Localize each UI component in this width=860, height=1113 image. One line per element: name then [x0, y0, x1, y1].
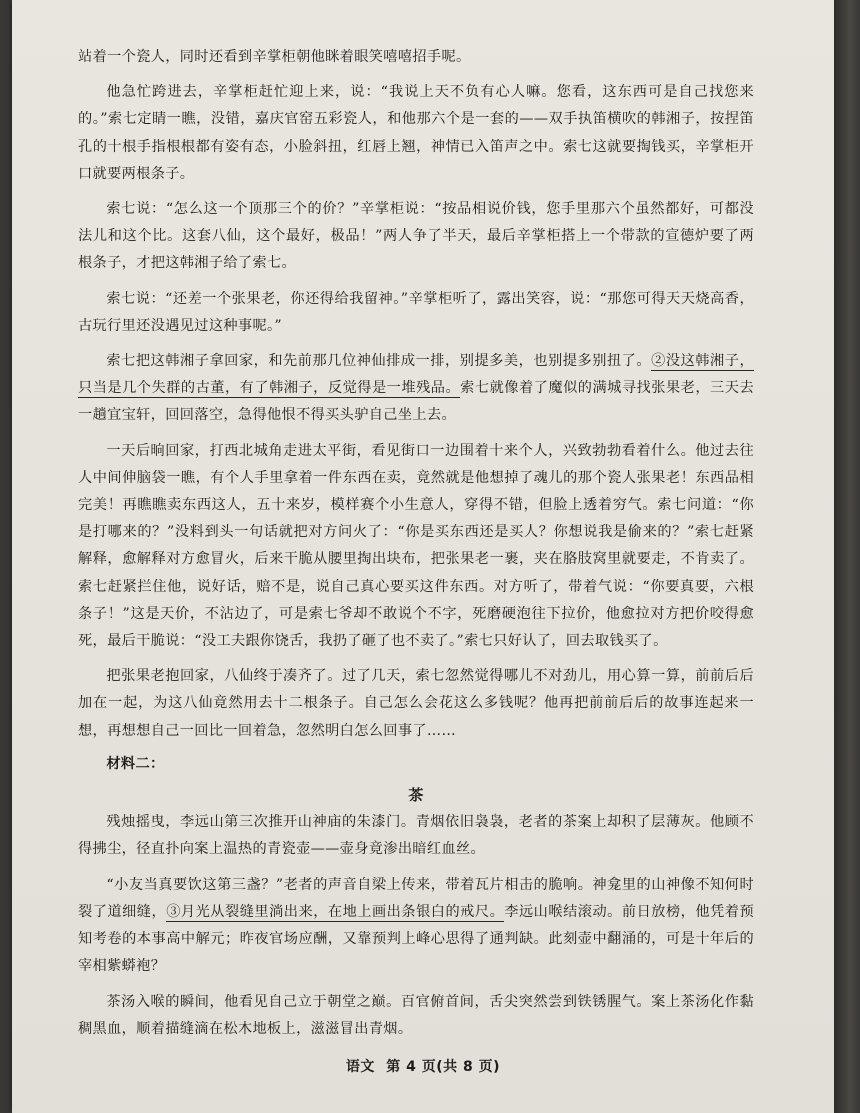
footer-page-number: 第 4 页(共 8 页)	[386, 1059, 501, 1075]
underlined-sentence-2: ②没这韩湘子，只当是几个失群的古董，有了韩湘子，反觉得是一堆残品。	[78, 353, 754, 397]
paragraph-2-text: 索七说：“怎么这一个顶那三个的价？”辛掌柜说：“按品相说价钱，您手里那六个虽然都好，可都没法儿和这个比。这套八仙，这个最好，极品！”两人争了半天，最后辛掌柜搭上一个带款的宣德炉要了两根条子，才把这韩湘子给了索七。	[78, 201, 754, 272]
tea-paragraph-3	[78, 989, 754, 1043]
tea-paragraph-2-before: “小友当真要饮这第三盏？”老者的声音自梁上传来，带着瓦片相击的脆响。神龛里的山神像不知何时裂了道细缝，	[78, 876, 754, 920]
paragraph-1-text: 他急忙跨进去，辛掌柜赶忙迎上来，说：“我说上天不负有心人嘛。您看，这东西可是自己找您来的。”索七定睛一瞧，没错，嘉庆官窑五彩瓷人，和他那六个是一套的——双手执笛横吹的韩湘子，按捏笛孔的十根手指根根都有姿有态，小脸斜扭，红唇上翘，神情已入笛声之中。索七这就要掏钱买，辛掌柜开口就要两根条子。	[78, 84, 754, 182]
paragraph-4-before: 索七把这韩湘子拿回家，和先前那几位神仙排成一排，别提多美，也别提多别扭了。	[106, 353, 652, 370]
paragraph-1	[78, 79, 754, 188]
tea-paragraph-1-text: 残烛摇曳，李远山第三次推开山神庙的朱漆门。青烟依旧袅袅，老者的茶案上却积了层薄灰。他顾不得拂尘，径直扑向案上温热的青瓷壶——壶身竟渗出暗红血丝。	[78, 814, 754, 858]
underlined-sentence-3: ③月光从裂缝里淌出来，在地上画出条银白的戒尺。	[166, 903, 505, 920]
page-footer	[12, 1056, 834, 1076]
intro-line	[78, 44, 754, 71]
page-content	[78, 44, 754, 1043]
paragraph-3	[78, 286, 754, 340]
intro-line-text: 站着一个瓷人，同时还看到辛掌柜朝他眯着眼笑嘻嘻招手呢。	[78, 49, 471, 65]
paragraph-5-text: 一天后晌回家，打西北城角走进太平街，看见街口一边围着十来个人，兴致勃勃看着什么。他过去往人中间伸脑袋一瞧，有个人手里拿着一件东西在卖，竟然就是他想掉了魂儿的那个瓷人张果老！东西品相完美！再瞧瞧卖东西这人，五十来岁，模样赛个小生意人，穿得不错，但脸上透着穷气。索七问道：“你是打哪来的？”没料到头一句话就把对方问火了：“你是买东西还是买人？你想说我是偷来的？”索七赶紧解释，愈解释对方愈冒火，后来干脆从腰里掏出块布，把张果老一裹，夹在胳肢窝里就要走，不肯卖了。索七赶紧拦住他，说好话，赔不是，说自己真心要买这件东西。对方听了，带着气说：“你要真要，六根条子！”这是天价，不沾边了，可是索七爷却不敢说个不字，死磨硬泡往下拉价，他愈拉对方把价咬得愈死，最后干脆说：“没工夫跟你饶舌，我扔了砸了也不卖了。”索七只好认了，回去取钱买了。	[78, 442, 754, 650]
paragraph-3-text: 索七说：“还差一个张果老，你还得给我留神。”辛掌柜听了，露出笑容，说：“那您可得天天烧高香，古玩行里还没遇见过这种事呢。”	[78, 290, 754, 334]
paragraph-4	[78, 348, 754, 430]
material-two-label: 材料二：	[106, 755, 165, 772]
paragraph-6-text: 把张果老抱回家，八仙终于凑齐了。过了几天，索七忽然觉得哪儿不对劲儿，用心算一算，前前后后加在一起，为这八仙竟然用去十二根条子。自己怎么会花这么多钱呢？他再把前前后后的故事连起来一想，再想想自己一回比一回着急，忽然明白怎么回事了……	[78, 668, 754, 739]
tea-paragraph-1	[78, 809, 754, 863]
tea-paragraph-2-after: 李远山喉结滚动。前日放榜，他凭着预知考卷的本事高中解元；昨夜官场应酬，又靠预判上峰心思得了通判缺。此刻壶中翻涌的，可是十年后的宰相紫蟒袍？	[78, 903, 754, 975]
paragraph-5	[78, 438, 754, 656]
paragraph-2	[78, 196, 754, 278]
paragraph-4-after: 索七就像着了魔似的满城寻找张果老，三天去一趟宜宝轩，回回落空，急得他恨不得买头驴自己坐上去。	[78, 380, 754, 424]
tea-paragraph-2	[78, 872, 754, 981]
exam-page	[12, 0, 834, 1113]
footer-subject: 语文	[345, 1059, 375, 1075]
tea-title: 茶	[408, 786, 424, 805]
background-edge	[834, 0, 860, 1113]
paragraph-6	[78, 663, 754, 745]
tea-paragraph-3-text: 茶汤入喉的瞬间，他看见自己立于朝堂之巅。百官俯首间，舌尖突然尝到铁锈腥气。案上茶汤化作黏稠黑血，顺着描缝滴在松木地板上，滋滋冒出青烟。	[78, 993, 754, 1037]
